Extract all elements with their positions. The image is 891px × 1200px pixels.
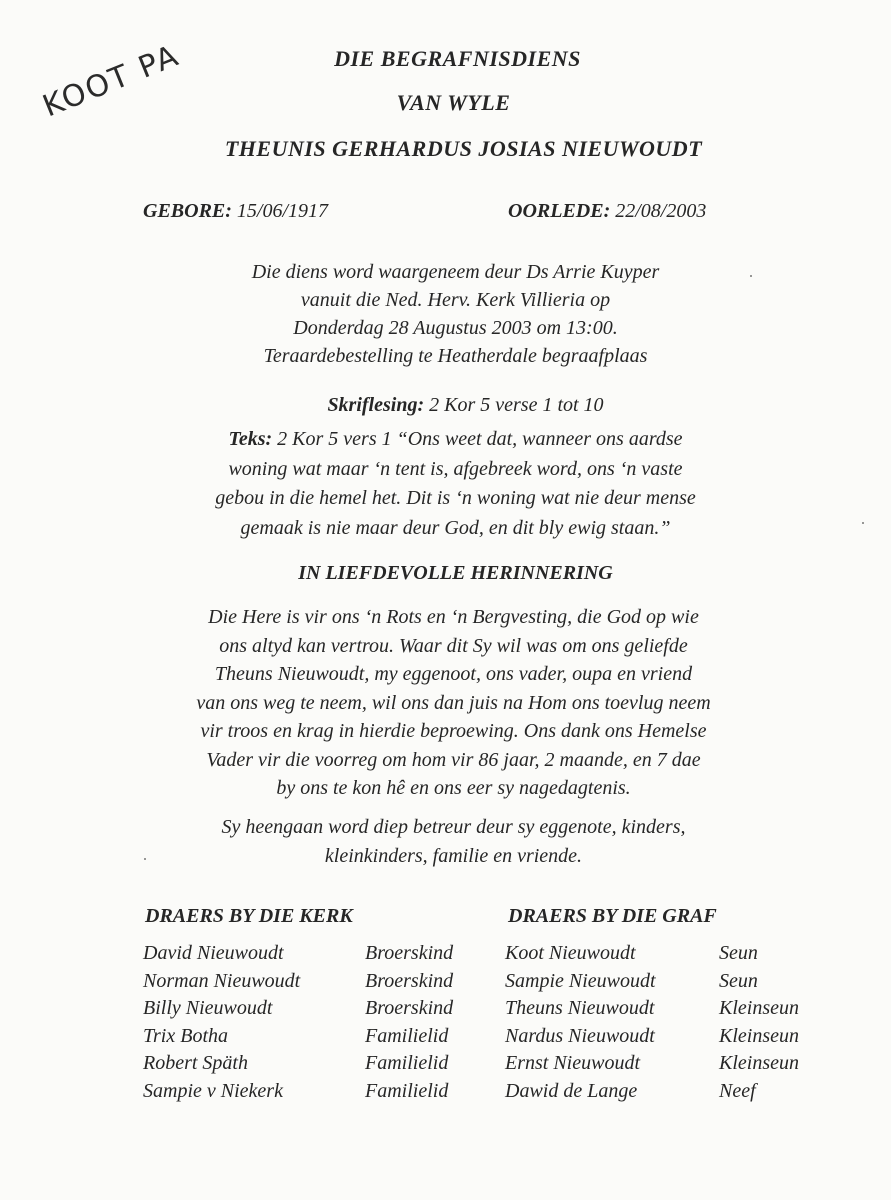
death-date-label: OORLEDE: xyxy=(508,200,611,222)
grave-bearers-heading: DRAERS BY DIE GRAF xyxy=(508,905,717,927)
service-line: Donderdag 28 Augustus 2003 om 13:00. xyxy=(293,317,618,339)
bearer-name: Billy Nieuwoudt xyxy=(143,997,273,1020)
memory-line: Die Here is vir ons ‘n Rots en ‘n Bergvesting, die God op wie xyxy=(208,606,699,628)
memory-line: by ons te kon hê en ons eer sy nagedagtenis. xyxy=(276,777,631,799)
church-bearers-list xyxy=(143,940,453,1106)
service-line: Die diens word waargeneem deur Ds Arrie Kuyper xyxy=(251,261,660,283)
bearer-relation: Kleinseun xyxy=(719,997,799,1020)
death-date xyxy=(508,200,706,223)
bearer-row xyxy=(505,1050,799,1078)
sermon-text-line: gebou in die hemel het. Dit is ‘n woning wat nie deur mense xyxy=(215,487,696,509)
bearer-name: Theuns Nieuwoudt xyxy=(505,997,655,1020)
bearer-name: Sampie Nieuwoudt xyxy=(505,969,656,992)
bearer-relation: Broerskind xyxy=(365,942,454,964)
scripture-reading xyxy=(0,394,891,417)
bearer-row xyxy=(505,995,799,1023)
memory-line: vir troos en krag in hierdie beproewing. Ons dank ons Hemelse xyxy=(200,720,707,742)
bearer-name: Koot Nieuwoudt xyxy=(505,942,636,964)
title-line-2: VAN WYLE xyxy=(396,90,511,115)
bearer-name: Trix Botha xyxy=(143,1024,229,1047)
service-line: vanuit die Ned. Herv. Kerk Villieria op xyxy=(300,289,611,311)
handwritten-note: KOOT PA xyxy=(38,38,185,125)
memory-line: ons altyd kan vertrou. Waar dit Sy wil was om ons geliefde xyxy=(219,634,688,657)
birth-date xyxy=(143,200,328,223)
bearer-relation: Seun xyxy=(719,942,758,964)
bearer-name: Robert Späth xyxy=(143,1052,248,1075)
bearer-name: Nardus Nieuwoudt xyxy=(505,1024,655,1047)
bearer-name: Dawid de Lange xyxy=(505,1079,638,1102)
death-date-value: 22/08/2003 xyxy=(615,200,707,222)
birth-date-value: 15/06/1917 xyxy=(236,200,329,222)
bearer-row xyxy=(143,968,453,996)
bearer-relation: Broerskind xyxy=(365,997,454,1020)
bearer-name: Norman Nieuwoudt xyxy=(143,969,301,992)
memory-heading: IN LIEFDEVOLLE HERINNERING xyxy=(298,562,613,584)
service-details xyxy=(0,258,891,370)
bearer-name: Sampie v Niekerk xyxy=(143,1079,283,1102)
birth-date-label: GEBORE: xyxy=(143,200,232,222)
bearer-row xyxy=(143,995,453,1023)
sermon-text-line: gemaak is nie maar deur God, en dit bly ewig staan.” xyxy=(240,516,671,539)
sermon-text xyxy=(0,425,891,543)
bearer-row xyxy=(143,1050,453,1078)
scan-speck xyxy=(144,858,146,860)
closing-line: kleinkinders, familie en vriende. xyxy=(324,844,583,867)
bearer-name: Ernst Nieuwoudt xyxy=(505,1052,641,1075)
bearer-row xyxy=(505,968,799,996)
bearer-row xyxy=(505,1023,799,1051)
church-bearers-heading: DRAERS BY DIE KERK xyxy=(145,905,353,927)
memory-paragraph xyxy=(0,603,891,803)
sermon-text-label: Teks: xyxy=(228,428,273,450)
title-line-1: DIE BEGRAFNISDIENS xyxy=(334,46,581,71)
bearer-relation: Kleinseun xyxy=(719,1052,799,1075)
closing-line: Sy heengaan word diep betreur deur sy eggenote, kinders, xyxy=(221,816,686,838)
sermon-text-line xyxy=(0,425,891,455)
bearer-row xyxy=(505,1078,799,1106)
bearer-relation: Seun xyxy=(719,969,758,992)
scripture-reading-value: 2 Kor 5 verse 1 tot 10 xyxy=(429,394,604,416)
memory-line: van ons weg te neem, wil ons dan juis na Hom ons toevlug neem xyxy=(196,691,711,714)
sermon-text-line: woning wat maar ‘n tent is, afgebreek word, ons ‘n vaste xyxy=(228,457,683,480)
bearer-relation: Familielid xyxy=(365,1052,449,1075)
bearer-row xyxy=(143,940,453,968)
grave-bearers-list xyxy=(505,940,799,1106)
scan-speck xyxy=(862,522,864,524)
bearer-name: David Nieuwoudt xyxy=(143,942,284,964)
bearer-row xyxy=(143,1078,453,1106)
bearer-relation: Neef xyxy=(719,1079,756,1102)
bearer-row xyxy=(143,1023,453,1051)
memory-line: Vader vir die voorreg om hom vir 86 jaar, 2 maande, en 7 dae xyxy=(206,748,701,771)
bearer-relation: Familielid xyxy=(365,1024,449,1047)
sermon-text-line-1: 2 Kor 5 vers 1 “Ons weet dat, wanneer ons aardse xyxy=(277,428,683,450)
bearer-relation: Broerskind xyxy=(365,969,454,992)
title-line-3: THEUNIS GERHARDUS JOSIAS NIEUWOUDT xyxy=(224,136,703,161)
bearer-relation: Familielid xyxy=(365,1079,449,1102)
closing-paragraph xyxy=(0,813,891,870)
memory-line: Theuns Nieuwoudt, my eggenoot, ons vader, oupa en vriend xyxy=(214,663,693,685)
service-line: Teraardebestelling te Heatherdale begraafplaas xyxy=(263,345,648,367)
scripture-reading-label: Skriflesing: xyxy=(327,394,425,416)
bearer-relation: Kleinseun xyxy=(719,1024,799,1047)
scan-speck xyxy=(750,275,752,277)
bearer-row xyxy=(505,940,799,968)
